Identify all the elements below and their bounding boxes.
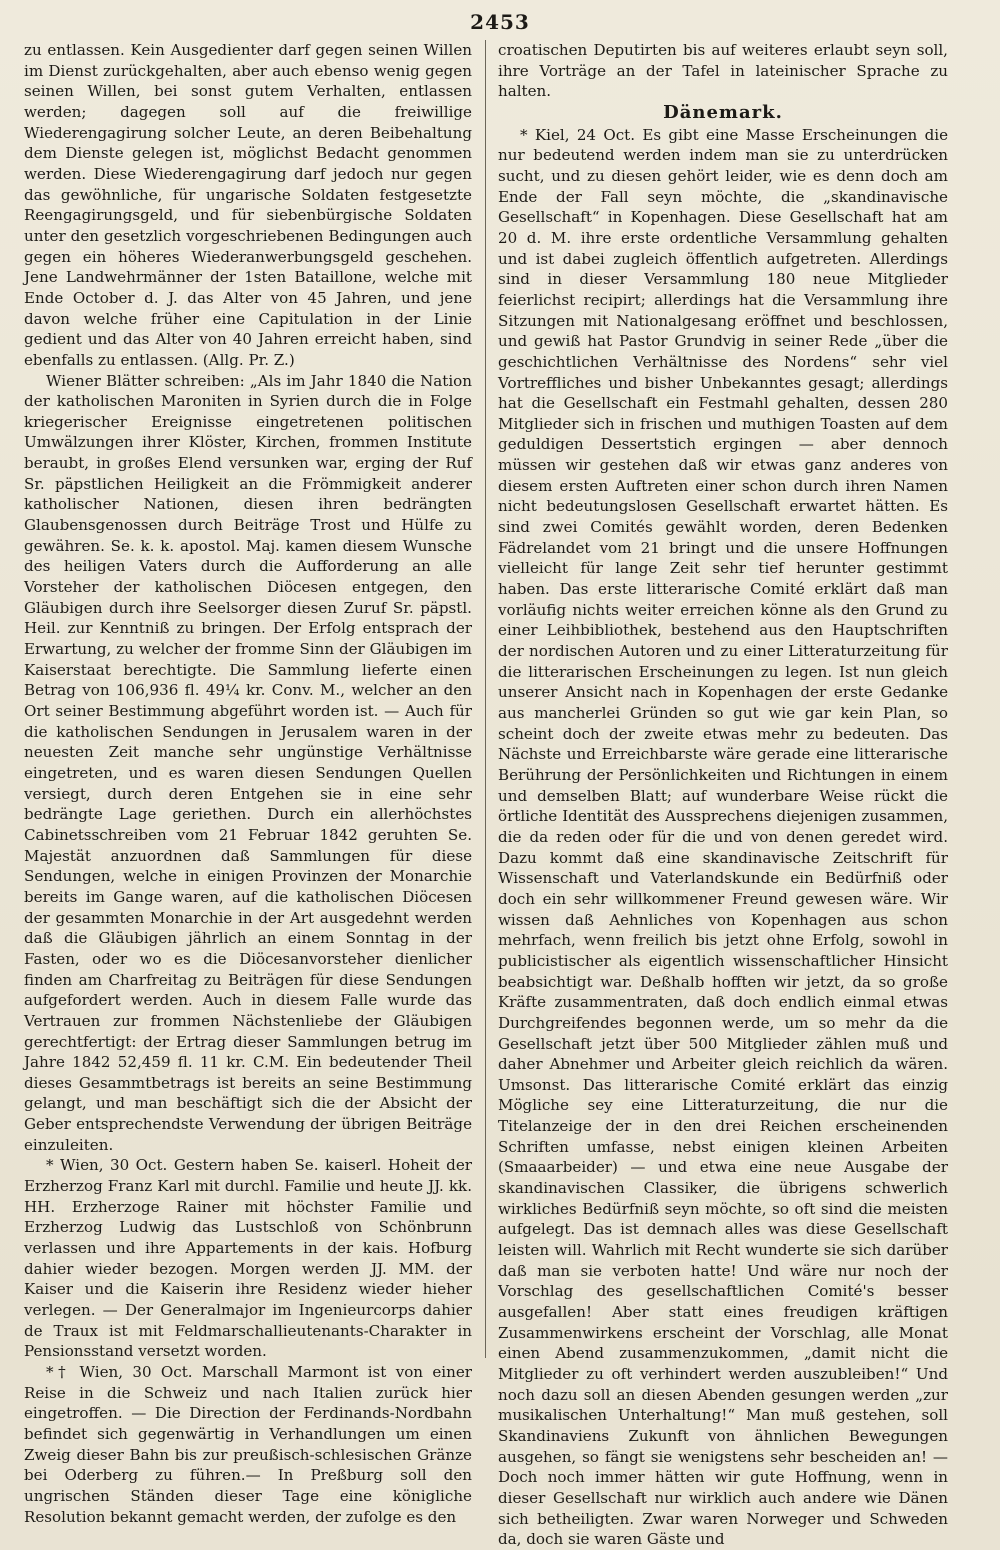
left-paragraph-wien-1: * Wien, 30 Oct. Gestern haben Se. kaiserl. Hoheit der Erzherzog Franz Karl mit durchl. Familie und heute JJ. kk. HH. Erzherzoge Rainer mit höchster Familie und Erzherzog Ludwig das Lustschloß von Schönbrunn verlassen und ihre Appartements in der kais. Hofburg dahier wieder bezogen. Morgen werden JJ. MM. der Kaiser und die Kaiserin ihre Residenz wieder hieher verlegen. — Der Generalmajor im Ingenieurcorps dahier de Traux ist mit Feldmarschallieutenants-Charakter in Pensionsstand versetzt worden.: [24, 1156, 472, 1361]
right-paragraph-continuation: croatischen Deputirten bis auf weiteres erlaubt seyn soll, ihre Vorträge an der Tafel in lateinischer Sprache zu halten.: [498, 41, 948, 101]
left-paragraph-wien-2: *† Wien, 30 Oct. Marschall Marmont ist von einer Reise in die Schweiz und nach Italien zurück hier eingetroffen. — Die Direction der Ferdinands-Nordbahn befindet sich gegenwärtig in Verhandlungen um einen Zweig dieser Bahn bis zur preußisch-schlesischen Gränze bei Oderberg zu führen.— In Preßburg soll den ungrischen Ständen dieser Tage eine königliche Resolution bekannt gemacht werden, der zufolge es den: [24, 1363, 472, 1526]
right-column: [498, 40, 948, 1549]
left-paragraph-wiener-blaetter: Wiener Blätter schreiben: „Als im Jahr 1840 die Nation der katholischen Maroniten in Syrien durch die in Folge kriegerischer Ereignisse eingetretenen politischen Umwälzungen ihrer Klöster, Kirchen, frommen Institute beraubt, in großes Elend versunken war, erging der Ruf Sr. päpstlichen Heiligkeit an die Frömmigkeit anderer katholischer Nationen, diesen ihren bedrängten Glaubensgenossen durch Beiträge Trost und Hülfe zu gewähren. Se. k. k. apostol. Maj. kamen diesem Wunsche des heiligen Vaters durch die Aufforderung an alle Vorsteher der katholischen Diöcesen entgegen, den Gläubigen durch ihre Seelsorger diesen Zuruf Sr. päpstl. Heil. zur Kenntniß zu bringen. Der Erfolg entsprach der Erwartung, zu welcher der fromme Sinn der Gläubigen im Kaiserstaat berechtigte. Die Sammlung lieferte einen Betrag von 106,936 fl. 49¼ kr. Conv. M., welcher an den Ort seiner Bestimmung abgeführt worden ist. — Auch für die katholischen Sendungen in Jerusalem waren in der neuesten Zeit manche sehr ungünstige Verhältnisse eingetreten, und es waren diesen Sendungen Quellen versiegt, durch deren Entgehen sie in eine sehr bedrängte Lage geriethen. Durch ein allerhöchstes Cabinetsschreiben vom 21 Februar 1842 geruhten Se. Majestät anzuordnen daß Sammlungen für diese Sendungen, welche in einigen Provinzen der Monarchie bereits im Gange waren, auf die katholischen Diöcesen der gesammten Monarchie in der Art ausgedehnt werden daß die Gläubigen jährlich an einem Sonntag in der Fasten, oder wo es die Diöcesanvorsteher dienlicher finden am Charfreitag zu Beiträgen für diese Sendungen aufgefordert werden. Auch in diesem Falle wurde das Vertrauen zur frommen Nächstenliebe der Gläubigen gerechtfertigt: der Ertrag dieser Sammlungen betrug im Jahre 1842 52,459 fl. 11 kr. C.M. Ein bedeutender Theil dieses Gesammtbetrags ist bereits an seine Bestimmung gelangt, und man beschäftigt sich die der Absicht der Geber entsprechendste Verwendung der übrigen Beiträge einzuleiten.: [24, 371, 472, 1154]
right-paragraph-kiel: * Kiel, 24 Oct. Es gibt eine Masse Erscheinungen die nur bedeutend werden indem man sie zu unterdrücken sucht, und zu diesen gehört leider, wie es denn doch am Ende der Fall seyn möchte, die „skandinavische Gesellschaft“ in Kopenhagen. Diese Gesellschaft hat am 20 d. M. ihre erste ordentliche Versammlung gehalten und ist dabei zugleich öffentlich aufgetreten. Allerdings sind in dieser Versammlung 180 neue Mitglieder feierlichst recipirt; allerdings hat die Versammlung ihre Sitzungen mit Nationalgesang eröffnet und beschlossen, und gewiß hat Pastor Grundvig in seiner Rede „über die geschichtlichen Verhältnisse des Nordens“ sehr viel Vortreffliches und bisher Unbekanntes gesagt; allerdings hat die Gesellschaft ein Festmahl gehalten, dessen 280 Mitglieder sich in frischen und muthigen Toasten auf dem geduldigen Dessertstich ergingen — aber dennoch müssen wir gestehen daß wir etwas ganz anderes von diesem ersten Auftreten einer schon durch ihren Namen nicht bedeutungslosen Gesellschaft erwartet hätten. Es sind zwei Comités gewählt worden, deren Bedenken Fädrelandet vom 21 bringt und die unsere Hoffnungen vielleicht für lange Zeit sehr tief herunter gestimmt haben. Das erste litterarische Comité erklärt daß man vorläufig nichts weiter erreichen könne als den Grund zu einer Leihbibliothek, bestehend aus den Hauptschriften der nordischen Autoren und zu einer Litteraturzeitung für die litterarischen Erscheinungen zu legen. Ist nun gleich unserer Ansicht nach in Kopenhagen der erste Gedanke aus mancherlei Gründen so gut wie gar kein Plan, so scheint doch der zweite etwas mehr zu bedeuten. Das Nächste und Erreichbarste wäre gerade eine litterarische Berührung der Persönlichkeiten und Richtungen in einem und demselben Blatt; auf wunderbare Weise rückt die örtliche Identität des Aussprechens diejenigen zusammen, die da reden oder für die und von denen geredet wird. Dazu kommt daß eine skandinavische Zeitschrift für Wissenschaft und Vaterlandskunde ein Bedürfniß oder doch ein sehr willkommener Freund gewesen wäre. Wir wissen daß Aehnliches von Kopenhagen aus schon mehrfach, wenn freilich bis jetzt ohne Erfolg, sowohl in publicistischer als eigentlich wissenschaftlicher Hinsicht beabsichtigt war. Deßhalb hofften wir jetzt, da so große Kräfte zusammentraten, daß doch endlich einmal etwas Durchgreifendes begonnen werde, um so mehr da die Gesellschaft jetzt über 500 Mitglieder zählen muß und daher Abnehmer und Arbeiter gleich reichlich da wären. Umsonst. Das litterarische Comité erklärt das einzig Mögliche sey eine Litteraturzeitung, die nur die Titelanzeige der in den drei Reichen erscheinenden Schriften umfasse, nebst einigen kleinen Arbeiten (Smaaarbeider) — und etwa eine neue Ausgabe der skandinavischen Classiker, die übrigens schwerlich wirkliches Bedürfniß seyn möchte, so oft sind die meisten aufgelegt. Das ist demnach alles was diese Gesellschaft leisten will. Wahrlich mit Recht wunderte sie sich darüber daß man sie verboten hatte! Und wäre nur noch der Vorschlag des gesellschaftlichen Comité's besser ausgefallen! Aber statt eines freudigen kräftigen Zusammenwirkens erscheint der Vorschlag, alle Monat einen Abend zusammenzukommen, „damit nicht die Mitglieder zu oft verhindert werden auszubleiben!“ Und noch dazu soll an diesen Abenden gesungen werden „zur musikalischen Unterhaltung!“ Man muß gestehen, soll Skandinaviens Zukunft von ähnlichen Bewegungen ausgehen, so fängt sie wenigstens sehr bescheiden an! — Doch noch immer hätten wir gute Hoffnung, wenn in dieser Gesellschaft nur wirklich auch andere wie Dänen sich betheiligten. Zwar waren Norweger und Schweden da, doch sie waren Gäste und: [498, 125, 948, 1549]
column-divider: [485, 40, 486, 1358]
left-paragraph-continuation: zu entlassen. Kein Ausgedienter darf gegen seinen Willen im Dienst zurückgehalten, aber auch ebenso wenig gegen seinen Willen, bei sonst gutem Verhalten, entlassen werden; dagegen soll auf die freiwillige Wiederengagirung solcher Leute, an deren Beibehaltung dem Dienste gelegen ist, möglichst Bedacht genommen werden. Diese Wiederengagirung darf jedoch nur gegen das gewöhnliche, für ungarische Soldaten festgesetzte Reengagirungsgeld, und für siebenbürgische Soldaten unter den gesetzlich vorgeschriebenen Bedingungen auch gegen ein höheres Wiederanwerbungsgeld geschehen. Jene Landwehrmänner der 1sten Bataillone, welche mit Ende October d. J. das Alter von 45 Jahren, und jene davon welche früher eine Capitulation in der Linie gedient und das Alter von 40 Jahren erreicht haben, sind ebenfalls zu entlassen. (Allg. Pr. Z.): [24, 41, 472, 369]
section-title-daenemark: Dänemark.: [663, 101, 783, 123]
left-column: [24, 40, 472, 1526]
page-number: 2453: [470, 10, 530, 34]
